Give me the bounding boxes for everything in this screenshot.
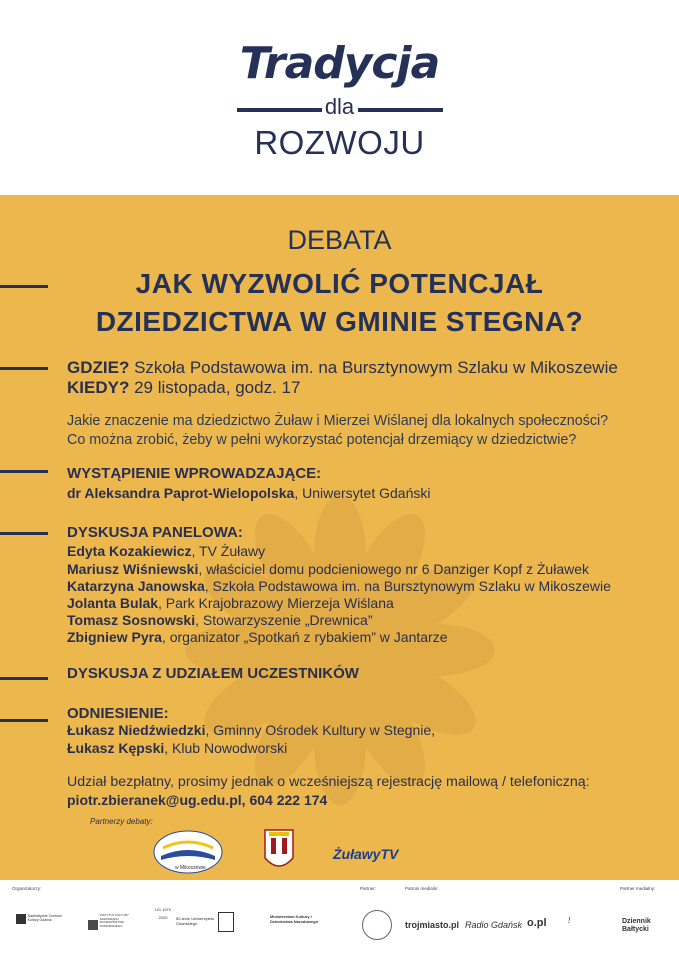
zulawy-tv-text: ŻuławyTV — [333, 846, 399, 862]
event-title-line1: JAK WYZWOLIĆ POTENCJAŁ — [135, 268, 544, 299]
footer-logo-opl: o.pl — [527, 917, 547, 929]
header — [0, 0, 679, 195]
response-person — [67, 740, 287, 756]
footer-logo-dziennik: Dziennik Bałtycki — [622, 918, 651, 933]
footer — [0, 880, 679, 960]
participants-heading: DYSKUSJA Z UDZIAŁEM UCZESTNIKÓW — [67, 665, 359, 682]
person-role: , Gminny Ośrodek Kultury w Stegnie, — [205, 722, 436, 738]
decor-dash — [0, 532, 48, 535]
when-label: KIEDY? — [67, 378, 130, 397]
member-name: Jolanta Bulak — [67, 595, 159, 611]
footer-logo-text: Ministerstwo Kultury i Dziedzictwa Narodowego — [270, 914, 319, 924]
member-name: Mariusz Wiśniewski — [67, 561, 199, 577]
member-name: Edyta Kozakiewicz — [67, 543, 192, 559]
member-role: , Szkoła Podstawowa im. na Bursztynowym Szlaku w Mikoszewie — [204, 578, 611, 594]
intro-affiliation: , Uniwersytet Gdański — [294, 485, 431, 501]
klub-nowodworski-logo — [263, 828, 295, 876]
person-role: , Klub Nowodworski — [164, 740, 288, 756]
where-value: Szkoła Podstawowa im. na Bursztynowym Szlaku w Mikoszewie — [134, 358, 618, 377]
partners-label: Partnerzy debaty: — [90, 817, 153, 826]
registration-contact[interactable]: piotr.zbieranek@ug.edu.pl, 604 222 174 — [67, 792, 328, 808]
panel-member — [67, 543, 265, 559]
partner-label: Partner: — [360, 886, 377, 891]
school-logo — [153, 830, 223, 875]
when-value: 29 listopada, godz. 17 — [134, 378, 301, 397]
response-heading: ODNIESIENIE: — [67, 705, 169, 722]
school-logo-text: w Mikoszewie — [175, 865, 206, 871]
member-role: , Stowarzyszenie „Drewnica” — [195, 612, 373, 628]
panel-heading: DYSKUSJA PANELOWA: — [67, 524, 243, 541]
person-name: Łukasz Niedźwiedzki — [67, 722, 206, 738]
footer-logo-nowosci: ! — [568, 916, 571, 925]
intro-speaker: dr Aleksandra Paprot-Wielopolska — [67, 485, 295, 501]
footer-logo-text: INSTYTUT KULTURY SAMORZĄDU WOJEWÓDZTWA POMORSKIEGO — [99, 913, 129, 928]
when-row — [67, 378, 300, 398]
panel-member — [67, 595, 394, 611]
decor-dash — [0, 367, 48, 370]
where-label: GDZIE? — [67, 358, 130, 377]
where-row — [67, 358, 618, 378]
footer-logo-box — [218, 912, 234, 932]
member-role: , Park Krajobrazowy Mierzeja Wiślana — [158, 595, 394, 611]
footer-logo-mkidn — [270, 914, 330, 924]
footer-logo-text: Nadbałtyckie Centrum Kultury Gdańsk — [27, 914, 63, 922]
panel-member — [67, 612, 373, 628]
logo-rozwoju: ROZWOJU — [254, 124, 425, 161]
panel-member — [67, 629, 448, 645]
intro-speaker-row — [67, 485, 430, 501]
footer-logo-nck — [16, 914, 71, 924]
panel-member — [67, 561, 589, 577]
event-type: DEBATA — [287, 225, 392, 255]
footer-logo-seal — [362, 910, 392, 940]
member-name: Katarzyna Janowska — [67, 578, 205, 594]
panel-member — [67, 578, 611, 594]
organizers-label: Organizatorzy: — [12, 886, 42, 891]
registration-text: Udział bezpłatny, prosimy jednak o wcześniejszą rejestrację mailową / telefoniczną: — [67, 774, 590, 790]
question-2: Co można zrobić, żeby w pełni wykorzystać potencjał drzemiący w dziedzictwie? — [67, 432, 577, 448]
intro-heading: WYSTĄPIENIE WPROWADZAJĄCE: — [67, 465, 322, 482]
logo-subtitle: dla — [324, 94, 355, 119]
logo-title: Tradycja — [239, 38, 440, 89]
member-name: Tomasz Sosnowski — [67, 612, 196, 628]
member-name: Zbigniew Pyra — [67, 629, 162, 645]
media-partner-label: Partner medialny: — [620, 886, 656, 891]
klub-nowodworski-icon — [263, 828, 295, 876]
member-role: , organizator „Spotkań z rybakiem” w Jantarze — [161, 629, 448, 645]
member-role: , właściciel domu podcieniowego nr 6 Danziger Kopf z Żuławek — [198, 561, 589, 577]
footer-logo-trojmiasto: trojmiasto.pl — [405, 920, 460, 930]
question-1: Jakie znaczenie ma dziedzictwo Żuław i Mierzei Wiślanej dla lokalnych społeczności? — [67, 413, 609, 429]
member-role: , TV Żuławy — [191, 543, 266, 559]
decor-dash — [0, 719, 48, 722]
footer-logo-text: 50-lecie Uniwersytetu Gdańskiego — [176, 916, 215, 926]
zulawy-tv-logo — [333, 840, 408, 868]
media-patrons-label: Patroni medialni: — [405, 886, 439, 891]
footer-logo-ug — [152, 906, 174, 922]
footer-logo-instytut — [88, 914, 143, 930]
footer-logo-text: UG 1970 2020 — [154, 907, 171, 920]
response-person — [67, 722, 435, 738]
footer-logo-50lecie — [176, 916, 216, 926]
event-title-line2: DZIEDZICTWA W GMINIE STEGNA? — [95, 306, 584, 337]
footer-logo-radio-gdansk: Radio Gdańsk — [465, 920, 523, 930]
decor-dash — [0, 470, 48, 473]
decor-dash — [0, 677, 48, 680]
person-name: Łukasz Kępski — [67, 740, 165, 756]
